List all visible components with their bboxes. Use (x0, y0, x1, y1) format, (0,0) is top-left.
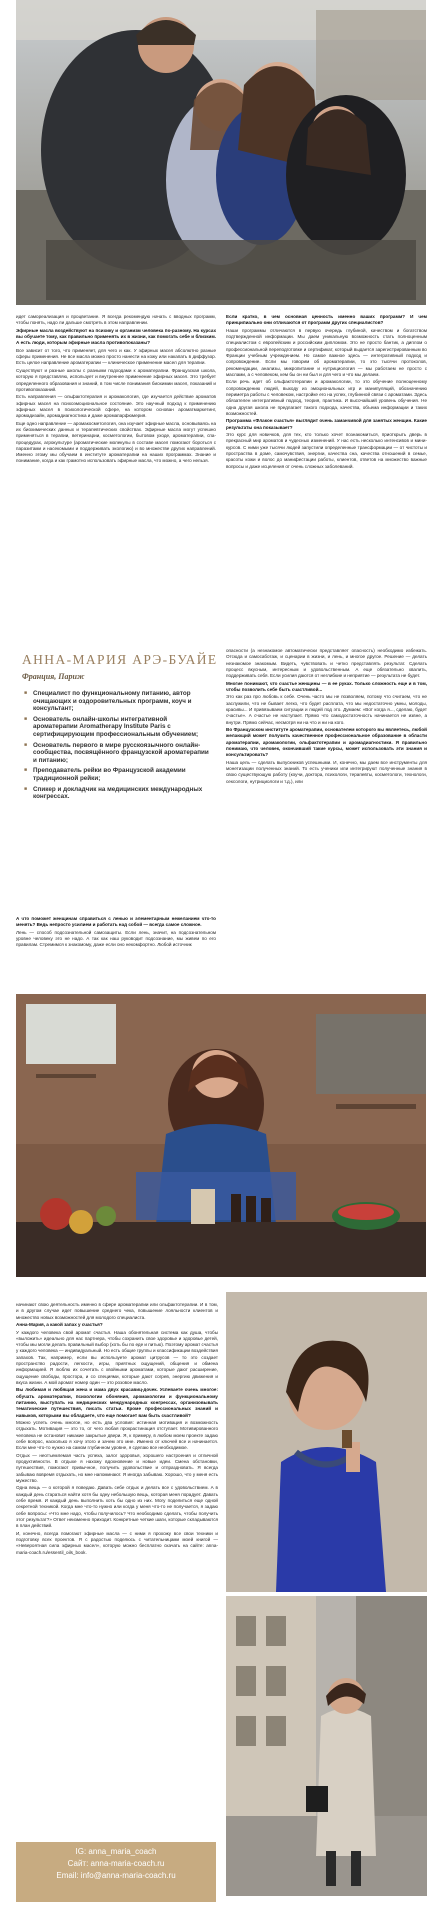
question: Во Французском институте ароматерапии, основателем которого вы являетесь, любой желающий может получить качественное профессиональное образование в области ароматерапии, аромакологии, ольфактотерапии и аромадиагностики. Я правильно понимаю, что человек, окончивший такие курсы, может использовать эти знания и консультировать? (226, 727, 427, 758)
paragraph: И, конечно, всегда помогают эфирные масла — с ними я прохожу все свои техники и подготовку всех проектов. Я с радостью поделюсь с читательницами моей книгой — «Невероятная сила эфирных масел», которую можно бесплатно скачать на сайте: anna-maria-coach.ru/essentil_oils_book. (16, 1530, 218, 1555)
paragraph: Отдых — неотъемлемая часть успеха, залог здоровья, хорошего настроения и отличной продуктивности. В отдыхе я нахожу вдохновение и новые идеи. Смена обстановки, путешествия, помогают привычное, получить удовольствие и отпраздновать. Я всегда забываю вовремя отдыхать, но мне напоминают. Я иногда забываю. Хорошо, что у меня есть мужество. (16, 1452, 218, 1483)
paragraph: Можно успеть очень многое, но есть два условия: истинная мотивация и возможность отдыхать. Мотивация — это то, от чего любая прокрастинация отступает. Мотивированного человека не остановит никакие закрытые двери. Я, к примеру, в любом моем проекте задаю себе вопрос, насколько я хочу этого и зачем это мне. Именно от ключей все и начинается. Если мне что-то нужно на самом глубинном уровне, я сделаю все необходимое. (16, 1420, 218, 1451)
family-photo (16, 0, 426, 305)
paragraph: идет самореализация и процветание. Я всегда рекомендую начать с вводных программ, чтобы понять, надо ли дальше смотреть в этом направлении. (16, 314, 216, 326)
credential-item: ■ Спикер и докладчик на медицинских международных конгрессах. (24, 786, 210, 801)
credential-item: ■ Преподаватель рейки во Французской академии традиционной рейки; (24, 767, 210, 782)
paragraph: Лень — способ подсознательной самозащиты. Если лень, значит, на подсознательном уровне человеку это не надо. А так как наш руководит подсознание, мы живем по его правилам. Стремимся к знакомому, даже если оно некомфортно. Любой источник (16, 929, 216, 948)
paragraph: У каждого человека свой аромат счастья. Наша обонятельная система как душа, чтобы «выложить» идеально для нас партнера, чтобы сохранить свое здоровье и здоровье детей, чтобы мы могли делать правильный выбор (хоть бы по еде и питью). Поэтому аромат счастья у каждого человека — индивидуальный. Но есть общие группы и классификации воздействия запахов. Так, например, если вы используете аромат цитрусов — то это создает пространство радости, легкости, игры, приятных ощущений, общения и обмена информацией. Я люблю их сочетать с хвойными ароматами, которые дают расширение, ощущение свободы, простора, и со специями, которые дают согрев, энергию движения и вкуса жизни. А мой аромат номер один — это розовое масло. (16, 1329, 218, 1385)
instagram-handle[interactable]: IG: anna_maria_coach (75, 1847, 157, 1856)
email-link[interactable]: Email: info@anna-maria-coach.ru (56, 1871, 176, 1880)
paragraph: Еще одно направление — аромакосметология, она изучает эфирные масла, основываясь на их биохимических данных и терапевтических свойствах. Эфирные масла могут успешно применяться в терапии, ветеринарии, косметологии, бытовом уходе, ароматерапии, спа-процедурах, агрокультуре (ароматические молекулы в составе масел помогают бороться с паразитами и насекомыми и поддерживать экологию) и во множестве других направлений. Именно этому мы обучаем в институте ароматерапии на наших программах. Знание и понимание, когда и как грамотно использовать эфирные масла, что можно, а чего нельзя. (16, 420, 216, 464)
paragraph: Одна вещь — о которой я поведаю. Давать себе отдых и делать все с удовольствием. А в каждый день стараться найти хотя бы одну небольшую вещь, которая меня порадует. Давать себе время. И каждый день выполнить хоть бы одно из них. Могу поделиться еще одной секретной техникой. Когда мне что-то нужно или когда у меня что-то не получается, я задаю себе вопросы: «Что мне надо, чтобы получилось? Что необходимо сделать, чтобы получить этот результат?» Ответ неизменно приходит. Конкретные четкие шаги, которые складываются в план действий. (16, 1485, 218, 1529)
profile-box (16, 648, 218, 930)
question: Анна-Мария, а какой запах у счастья? (16, 1322, 103, 1328)
article-column-left-2 (16, 916, 216, 988)
portrait-photo (226, 1292, 427, 1592)
question: А что поможет женщинам справиться с ленью и элементарным нежеланием что-то менять? Ведь непросто усилием и работать над собой — всегда самое сложное. (16, 916, 216, 928)
paragraph: Все зависит от того, что применяет, для чего и как. У эфирных масел абсолютно разные сферы применения. Не все масла можно просто нанести на кожу или накапать в диффузор. Есть целое направление ароматерапии — клиническое применение масел для терапии. (16, 347, 216, 366)
contacts-box (16, 1842, 216, 1902)
profile-name: АННА-МАРИЯ АРЭ-БУАЙЕ (22, 652, 218, 667)
credential-item: ■ Основатель онлайн-школы интегративной ароматерапии Aromatherapy Institute Paris с сертифицирующим профессиональным обучением; (24, 716, 210, 739)
article-column-right-2 (226, 648, 427, 986)
paragraph: опасности (а незнакомое автоматически представляет опасность) необходимо избежать. Отсюда и самосаботаж, и сценарии в жизни, и лень, и многое другое. Решение — делать незнакомое знакомым. Видеть, чувствовать и четко представлять результат. Сделать процесс вкусным, интересным и удовольственным. А еще обязательно хвалить, поддерживать себя. Если усилия даются от неглибкие и неприятие — результата не будет. (226, 648, 427, 679)
website-link[interactable]: Сайт: anna-maria-coach.ru (67, 1859, 165, 1868)
article-column-left-1 (16, 314, 216, 704)
credential-item: ■ Основатель первого в мире русскоязычного онлайн-сообщества, посвящённого французской ароматерапии и питанию; (24, 742, 210, 765)
question: Если кратко, в чем основная ценность именно ваших программ? И чем принципиально они отличаются от программ других специалистов? (226, 314, 427, 326)
street-photo (226, 1596, 427, 1896)
paragraph: Это курс для новичков, для тех, кто только хочет познакомиться, приоткрыть дверь в прекрасный мир ароматов и чудесных изменений. У нас есть несколько интенсивов и мини-курсов. С ними уже тысячи людей запустили определенные трансформации — от чистоты и простраства в доме, самочувствия, энергии, качества сна, качества отношений в семье, красоты кожи и волос до манифестации работы, клиентов, ответов на множество важные вопросы и даже исцеления от очень сложных заболеваний. (226, 432, 427, 469)
paragraph: Существуют и разные школы с разными подходами к ароматерапии. Французская школа, которую я представляю, использует и внутреннее применение эфирных масел. Это требует определенного образования и знаний, в том числе понимания биохимии масел, показаний и противопоказаний. (16, 367, 216, 392)
paragraph: Наша цель — сделать выпускников успешными. И, конечно, мы даем все инструменты для монетизации полученных знаний. То есть ученики или интегрируют полученные знания в свою существующую работу (коучи, доктора, психологи, терапевты, косметологи, технологи, сексологи, нутрициологи и т.д.), или (226, 759, 427, 784)
question: Программа «Флакон счастья» выглядит очень заманчивой для занятых женщин. Какие результаты она показывает? (226, 418, 427, 430)
paragraph: Это как раз про любовь к себе. Очень часто мы не позволяем, потому что считаем, что не заслужили, что не бывает легко, что будет расплата, что мы недостаточно умны, молоды, красивы... И привязываем ситуации и людей под это. Думаем: «Вот когда я..., сделаю, будет счастье». А счастье не наступает. Прямо что самодостаточность начинается не извне, а внутри. Прямо сейчас, несмотря ни на что и ни на кого. (226, 694, 427, 725)
profile-credentials (24, 690, 210, 804)
paragraph: Если речь идет об ольфактотерапии и аромакологии, то это обучение полноценному сопровождению людей, выходу из эмоциональных игр и манипуляций, обозначению периметра работы с человеком, настройке его на успех, глубинной связи с ароматами. Здесь обязателен интегративный подход, теория, практика. И высочайший уровень обучения. Не одна другая школа не предлагает такого подхода, качества, объема информации и таких возможностей. (226, 379, 427, 416)
kitchen-photo (16, 994, 426, 1277)
question: Вы любимая и любящая жена и мама двух красавиц-дочек. Успеваете очень многое: обучать ароматерапии, психологии обоняния, аромакологии и функциональному питанию, выступать на медицинских международных конгрессах, организовывать тематические путешествия, писать статьи. Кроме профессиональных знаний и навыков, которыми вы обладаете, что еще помогает вам быть счастливой? (16, 1387, 218, 1418)
question: Эфирные масла воздействуют на психику и организм человека по-разному. На курсах вы обучаете тому, как правильно применять их в жизни, как помогать себе и близким. А есть люди, которым эфирные масла противопоказаны? (16, 327, 216, 346)
article-column-right-1 (226, 314, 427, 704)
article-column-final (16, 1302, 218, 1822)
question: Многие понимают, что счастье женщины — в ее руках. Только сложность еще и в том, чтобы позволить себе быть счастливой... (226, 680, 427, 692)
credential-item: ■ Специалист по функциональному питанию, автор очищающих и оздоровительных программ, коуч и консультант; (24, 690, 210, 713)
profile-location: Франция, Париж (22, 672, 85, 681)
paragraph: Есть направления — ольфактотерапия и аромакология, где изучается действие ароматов эфирных масел на психоэмоциональное состояние. Это научный подход к применению эфирных масел в психологической сфере, на котором основан ароматмаркетинг, аромадизайн, аромадиагностика и даже аромапарфюмерия. (16, 394, 216, 419)
paragraph: начинают свою деятельность именно в сфере ароматерапии или ольфактотерапии. И в том, и в другом случае идет повышение среднего чека, повышение лояльности клиентов и множество новых возможностей для молодого специалиста. (16, 1302, 218, 1320)
paragraph: Наши программы отличаются в первую очередь глубиной, качеством и богатством подтвержденной информации. Мы даем уникальную возможность стать полноценным специалистом с европейским и российским дипломом. Это не просто бантик, а диплом о профессиональной переподготовке и сертификат, который выдается зарегистрированным во Франции учебным учреждением. Но самое важное здесь — интегративный подход и сопровождение. Если мы говорим об ароматерапии, то это тысячи протоколов, рекомендации, анализы, микропитание и нутрициология — мы работаем не просто с маслами, а с человеком, кем бы он ни был и для чего и что мы делаем. (226, 327, 427, 377)
